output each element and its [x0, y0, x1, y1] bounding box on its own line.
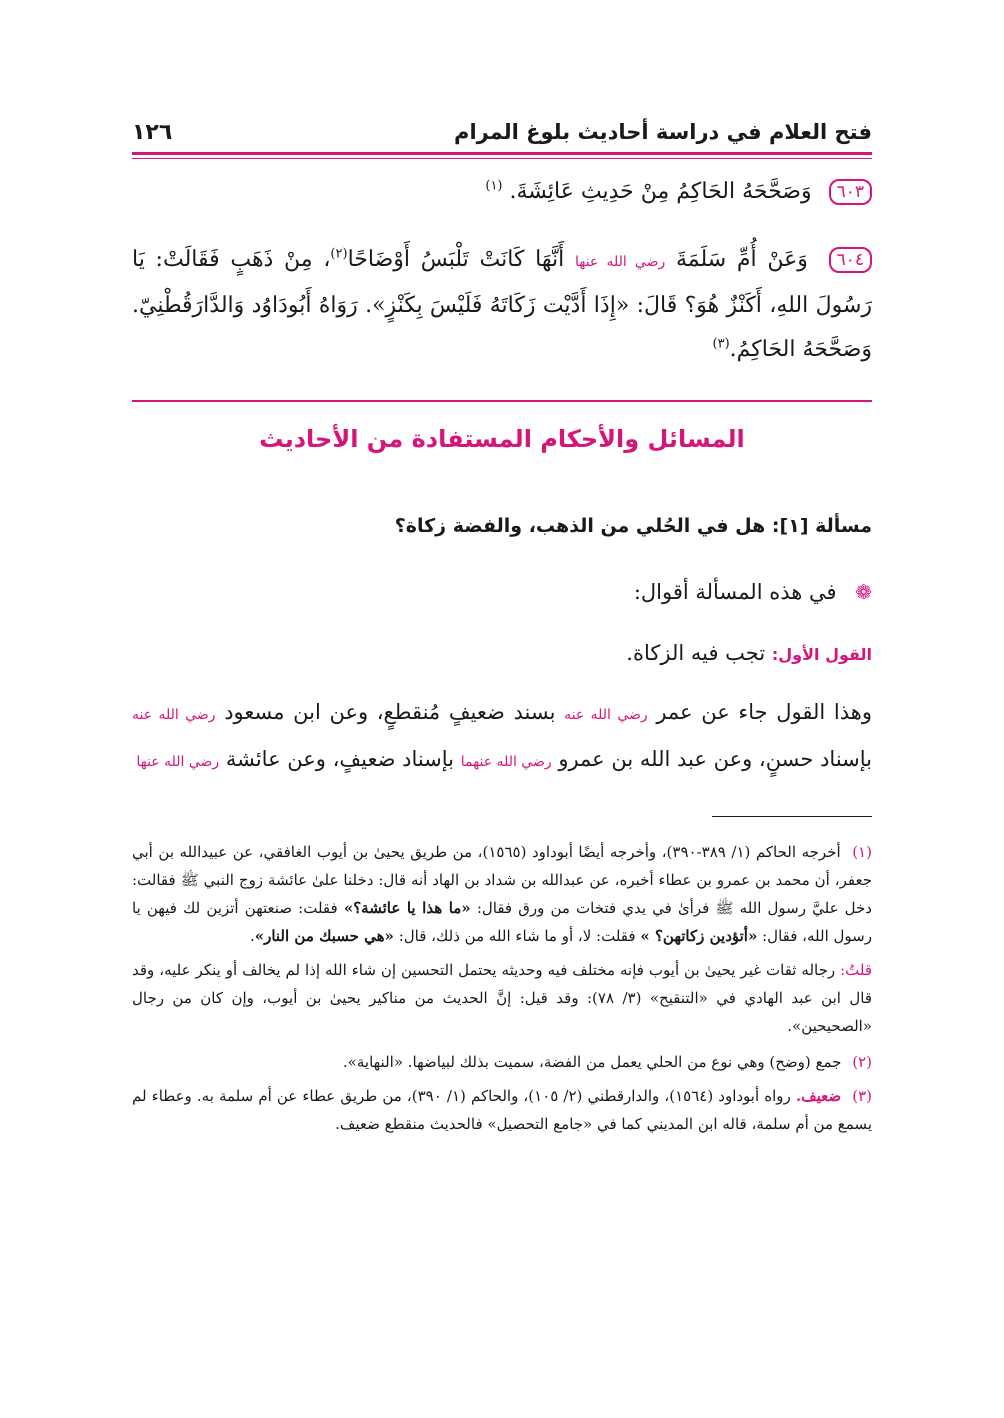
header-rule: [132, 152, 872, 155]
question-text: هل في الحُلي من الذهب، والفضة زكاة؟: [394, 515, 766, 537]
hadith-604: [132, 238, 872, 372]
footnote-ref[interactable]: (١): [485, 178, 503, 194]
hadith-number: ٦٠٤: [829, 247, 872, 273]
footnote-text: فقلت: صنعتهن أتزين لك فيهن يا رسول الله، فقال:: [132, 899, 872, 945]
footnote-number: (٢): [852, 1053, 872, 1071]
opinion-text: تجب فيه الزكاة.: [626, 641, 766, 665]
hadith-text: أَنَّهَا كَانَتْ تَلْبَسُ أَوْضَاحًا: [347, 247, 565, 272]
footnote-number: (٣): [852, 1087, 872, 1105]
footnote-ref[interactable]: (٣): [712, 336, 730, 352]
note-text: رجاله ثقات غير يحيىٰ بن أيوب فإنه مختلف فيه وحديثه يحتمل التحسين إن شاء الله إذا لم يخالف أو ينكر عليه، وقد قال ابن عبد الهادي في «التنقيح» (٣/ ٧٨): وقد قيل: إنَّ الحديث من مناكير يحيىٰ بن أيوب، وإن كان من رجال «الصحيحين».: [132, 961, 873, 1035]
footnote-2: [132, 1048, 872, 1076]
footnote-number: (١): [852, 843, 872, 861]
honorific-glyph: رضي الله عنها: [136, 754, 220, 770]
page-header: [132, 112, 872, 152]
footnote-ref[interactable]: (٢): [330, 246, 348, 262]
footnotes: [132, 838, 872, 1144]
honorific-glyph: رضي الله عنهما: [460, 754, 552, 770]
flower-icon: ❁: [855, 580, 872, 604]
question-label: مسألة [١]:: [771, 515, 872, 537]
header-rule-thin: [132, 158, 872, 159]
grading-label: ضعيف.: [795, 1087, 842, 1105]
footnote-quote: «أتؤدين زكاتهن؟ »: [640, 927, 758, 945]
footnote-1-note: [132, 956, 872, 1040]
honorific-glyph: رضي الله عنها: [574, 254, 666, 270]
book-title: فتح العلام في دراسة أحاديث بلوغ المرام: [454, 120, 872, 144]
note-label: قلتُ:: [840, 961, 872, 979]
footnote-text: أخرجه الحاكم (١/ ٣٨٩-٣٩٠)، وأخرجه أيضًا أبوداود (١٥٦٥)، من طريق يحيىٰ بن أيوب الغافقي، عن عبيدالله بن أبي جعفر، أن محمد بن عمرو بن عطاء أخبره، عن عبدالله بن شداد بن الهاد أنه قال: دخلنا علىٰ عائشة زوج النبي ﷺ فقالت: دخل عليَّ رسول الله ﷺ فرأىٰ في يدي فتخات من ورق فقال:: [132, 843, 872, 917]
footnote-quote: «هي حسبك من النار»: [254, 927, 394, 945]
intro-text: في هذه المسألة أقوال:: [633, 580, 837, 604]
hadith-number: ٦٠٣: [829, 179, 872, 205]
honorific-glyph: رضي الله عنه: [132, 707, 216, 723]
footnote-1: [132, 838, 872, 950]
body-paragraph: [132, 690, 872, 784]
footnote-text: رواه أبوداود (١٥٦٤)، والدارقطني (٢/ ١٠٥)، والحاكم (١/ ٣٩٠)، من طريق عطاء عن أم سلمة به. وعطاء لم يسمع من أم سلمة، قاله ابن المديني كما في «جامع التحصيل» فالحديث منقطع ضعيف.: [132, 1087, 872, 1133]
section-title: المسائل والأحكام المستفادة من الأحاديث: [259, 425, 745, 453]
opinion-label: القول الأول:: [771, 645, 872, 664]
hadith-text: وَصَحَّحَهُ الحَاكِمُ مِنْ حَدِيثِ عَائِشَةَ.: [509, 179, 812, 204]
question: [132, 515, 872, 537]
intro: [132, 580, 872, 604]
footnote-separator: [712, 816, 872, 817]
page-number: ١٢٦: [132, 119, 173, 145]
footnote-text: جمع (وضح) وهي نوع من الحلي يعمل من الفضة، سميت بذلك لبياضها. «النهاية».: [342, 1053, 842, 1071]
hadith-text: وَعَنْ أُمِّ سَلَمَةَ: [675, 247, 808, 272]
body-text: وهذا القول جاء عن عمر: [656, 700, 872, 724]
hadith-603: [132, 170, 872, 214]
honorific-glyph: رضي الله عنه: [564, 707, 648, 723]
body-text: بإسناد ضعيفٍ، وعن عائشة: [225, 747, 455, 771]
footnote-quote: «ما هذا يا عائشة؟»: [343, 899, 471, 917]
hadith-text: ، مِنْ ذَهَبٍ فَقَالَتْ: يَا رَسُولَ اللهِ، أَكَنْزٌ هُوَ؟ قَالَ: «إِذَا أَدَّيْت زَكَاتَهُ فَلَيْسَ بِكَنْزٍ». رَوَاهُ أَبُودَاوُد وَالدَّارَقُطْنِيّ. وَصَحَّحَهُ الحَاكِمُ.: [132, 247, 872, 362]
body-text: بإسناد حسنٍ، وعن عبد الله بن عمرو: [558, 747, 872, 771]
footnote-3: [132, 1082, 872, 1138]
footnote-text: .: [249, 927, 255, 945]
footnote-text: فقلت: لا، أو ما شاء الله من ذلك، قال:: [398, 927, 636, 945]
body-text: بسند ضعيفٍ مُنقطعٍ، وعن ابن مسعود: [224, 700, 556, 724]
section-rule: [132, 400, 872, 402]
first-opinion: [132, 641, 872, 665]
